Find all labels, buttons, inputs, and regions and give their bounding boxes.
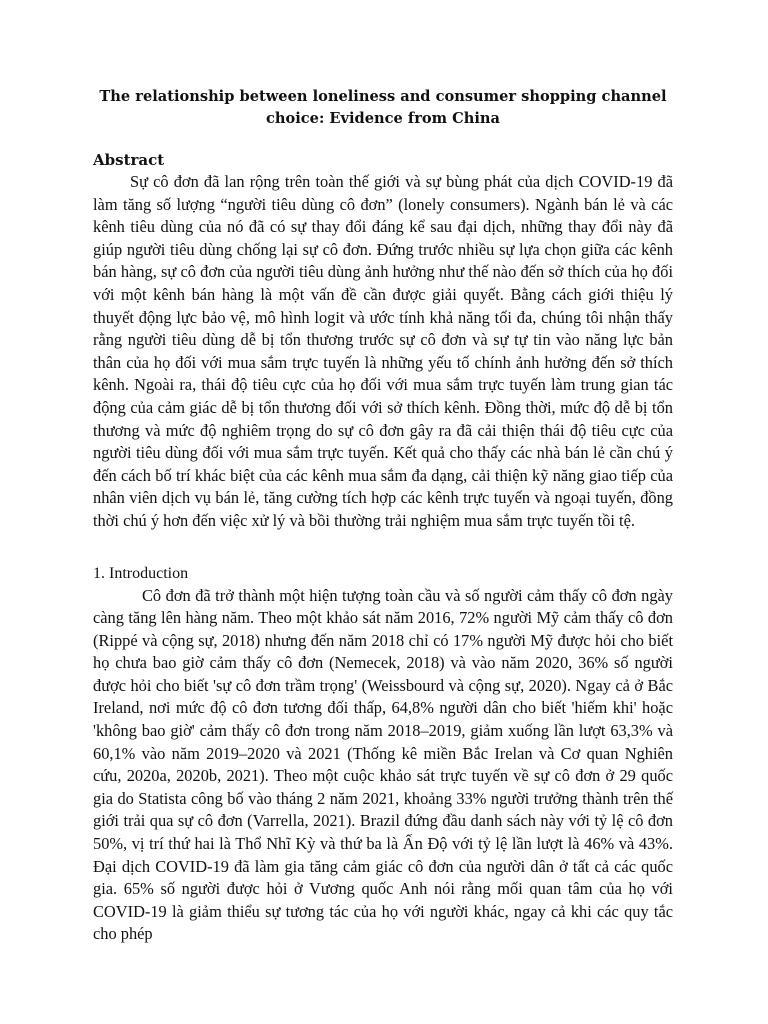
introduction-heading: 1. Introduction xyxy=(93,564,189,582)
document-title: The relationship between loneliness and consumer shopping channel choice: Evidence from China xyxy=(99,88,667,127)
abstract-paragraph: Sự cô đơn đã lan rộng trên toàn thế giới và sự bùng phát của dịch COVID-19 đã làm tăng số lượng “người tiêu dùng cô đơn” (lonely consumers). Ngành bán lẻ và các kênh tiêu dùng của nó đã có sự thay đổi đáng kể sau đại dịch, những thay đổi này đã giúp người tiêu dùng chống lại sự cô đơn. Đứng trước nhiều sự lựa chọn giữa các kênh bán hàng, sự cô đơn của người tiêu dùng ảnh hưởng như thế nào đến sở thích của họ đối với một kênh bán hàng là một vấn đề cần được giải quyết. Bằng cách giới thiệu lý thuyết động lực bảo vệ, mô hình logit và ước tính khả năng tối đa, chúng tôi nhận thấy rằng người tiêu dùng dễ bị tổn thương trước sự cô đơn và sự tự tin vào năng lực bản thân của họ đối với mua sắm trực tuyến là những yếu tố chính ảnh hưởng đến sở thích kênh. Ngoài ra, thái độ tiêu cực của họ đối với mua sắm trực tuyến làm trung gian tác động của cảm giác dễ bị tổn thương đối với sở thích kênh. Đồng thời, mức độ dễ bị tổn thương và mức độ nghiêm trọng do sự cô đơn gây ra đã cải thiện thái độ tiêu cực của người tiêu dùng đối với mua sắm trực tuyến. Kết quả cho thấy các nhà bán lẻ cần chú ý đến cách bố trí khác biệt của các kênh mua sắm đa dạng, cải thiện kỹ năng giao tiếp của nhân viên dịch vụ bán lẻ, tăng cường tích hợp các kênh trực tuyến và ngoại tuyến, đồng thời chú ý hơn đến việc xử lý và bồi thường trải nghiệm mua sắm trực tuyến tồi tệ. xyxy=(93,172,673,530)
document-page xyxy=(93,86,673,946)
abstract-heading: Abstract xyxy=(93,151,165,169)
introduction-paragraph: Cô đơn đã trở thành một hiện tượng toàn cầu và số người cảm thấy cô đơn ngày càng tăng lên hàng năm. Theo một khảo sát năm 2016, 72% người Mỹ cảm thấy cô đơn (Rippé và cộng sự, 2018) nhưng đến năm 2018 chỉ có 17% người Mỹ được hỏi cho biết họ chưa bao giờ cảm thấy cô đơn (Nemecek, 2018) và vào năm 2020, 36% số người được hỏi cho biết 'sự cô đơn trầm trọng' (Weissbourd và cộng sự, 2020). Ngay cả ở Bắc Ireland, nơi mức độ cô đơn tương đối thấp, 64,8% người dân cho biết 'hiếm khi' hoặc 'không bao giờ' cảm thấy cô đơn trong năm 2018–2019, giảm xuống lần lượt 63,3% và 60,1% vào năm 2019–2020 và 2021 (Thống kê miền Bắc Irelan và Cơ quan Nghiên cứu, 2020a, 2020b, 2021). Theo một cuộc khảo sát trực tuyến về sự cô đơn ở 29 quốc gia do Statista công bố vào tháng 2 năm 2021, khoảng 33% người trưởng thành trên thế giới trải qua sự cô đơn (Varrella, 2021). Brazil đứng đầu danh sách này với tỷ lệ cô đơn 50%, vị trí thứ hai là Thổ Nhĩ Kỳ và thứ ba là Ấn Độ với tỷ lệ lần lượt là 46% và 43%. Đại dịch COVID-19 đã làm gia tăng cảm giác cô đơn của người dân ở tất cả các quốc gia. 65% số người được hỏi ở Vương quốc Anh nói rằng mối quan tâm của họ với COVID-19 là giảm thiểu sự tương tác của họ với người khác, ngay cả khi các quy tắc cho phép xyxy=(93,585,673,944)
